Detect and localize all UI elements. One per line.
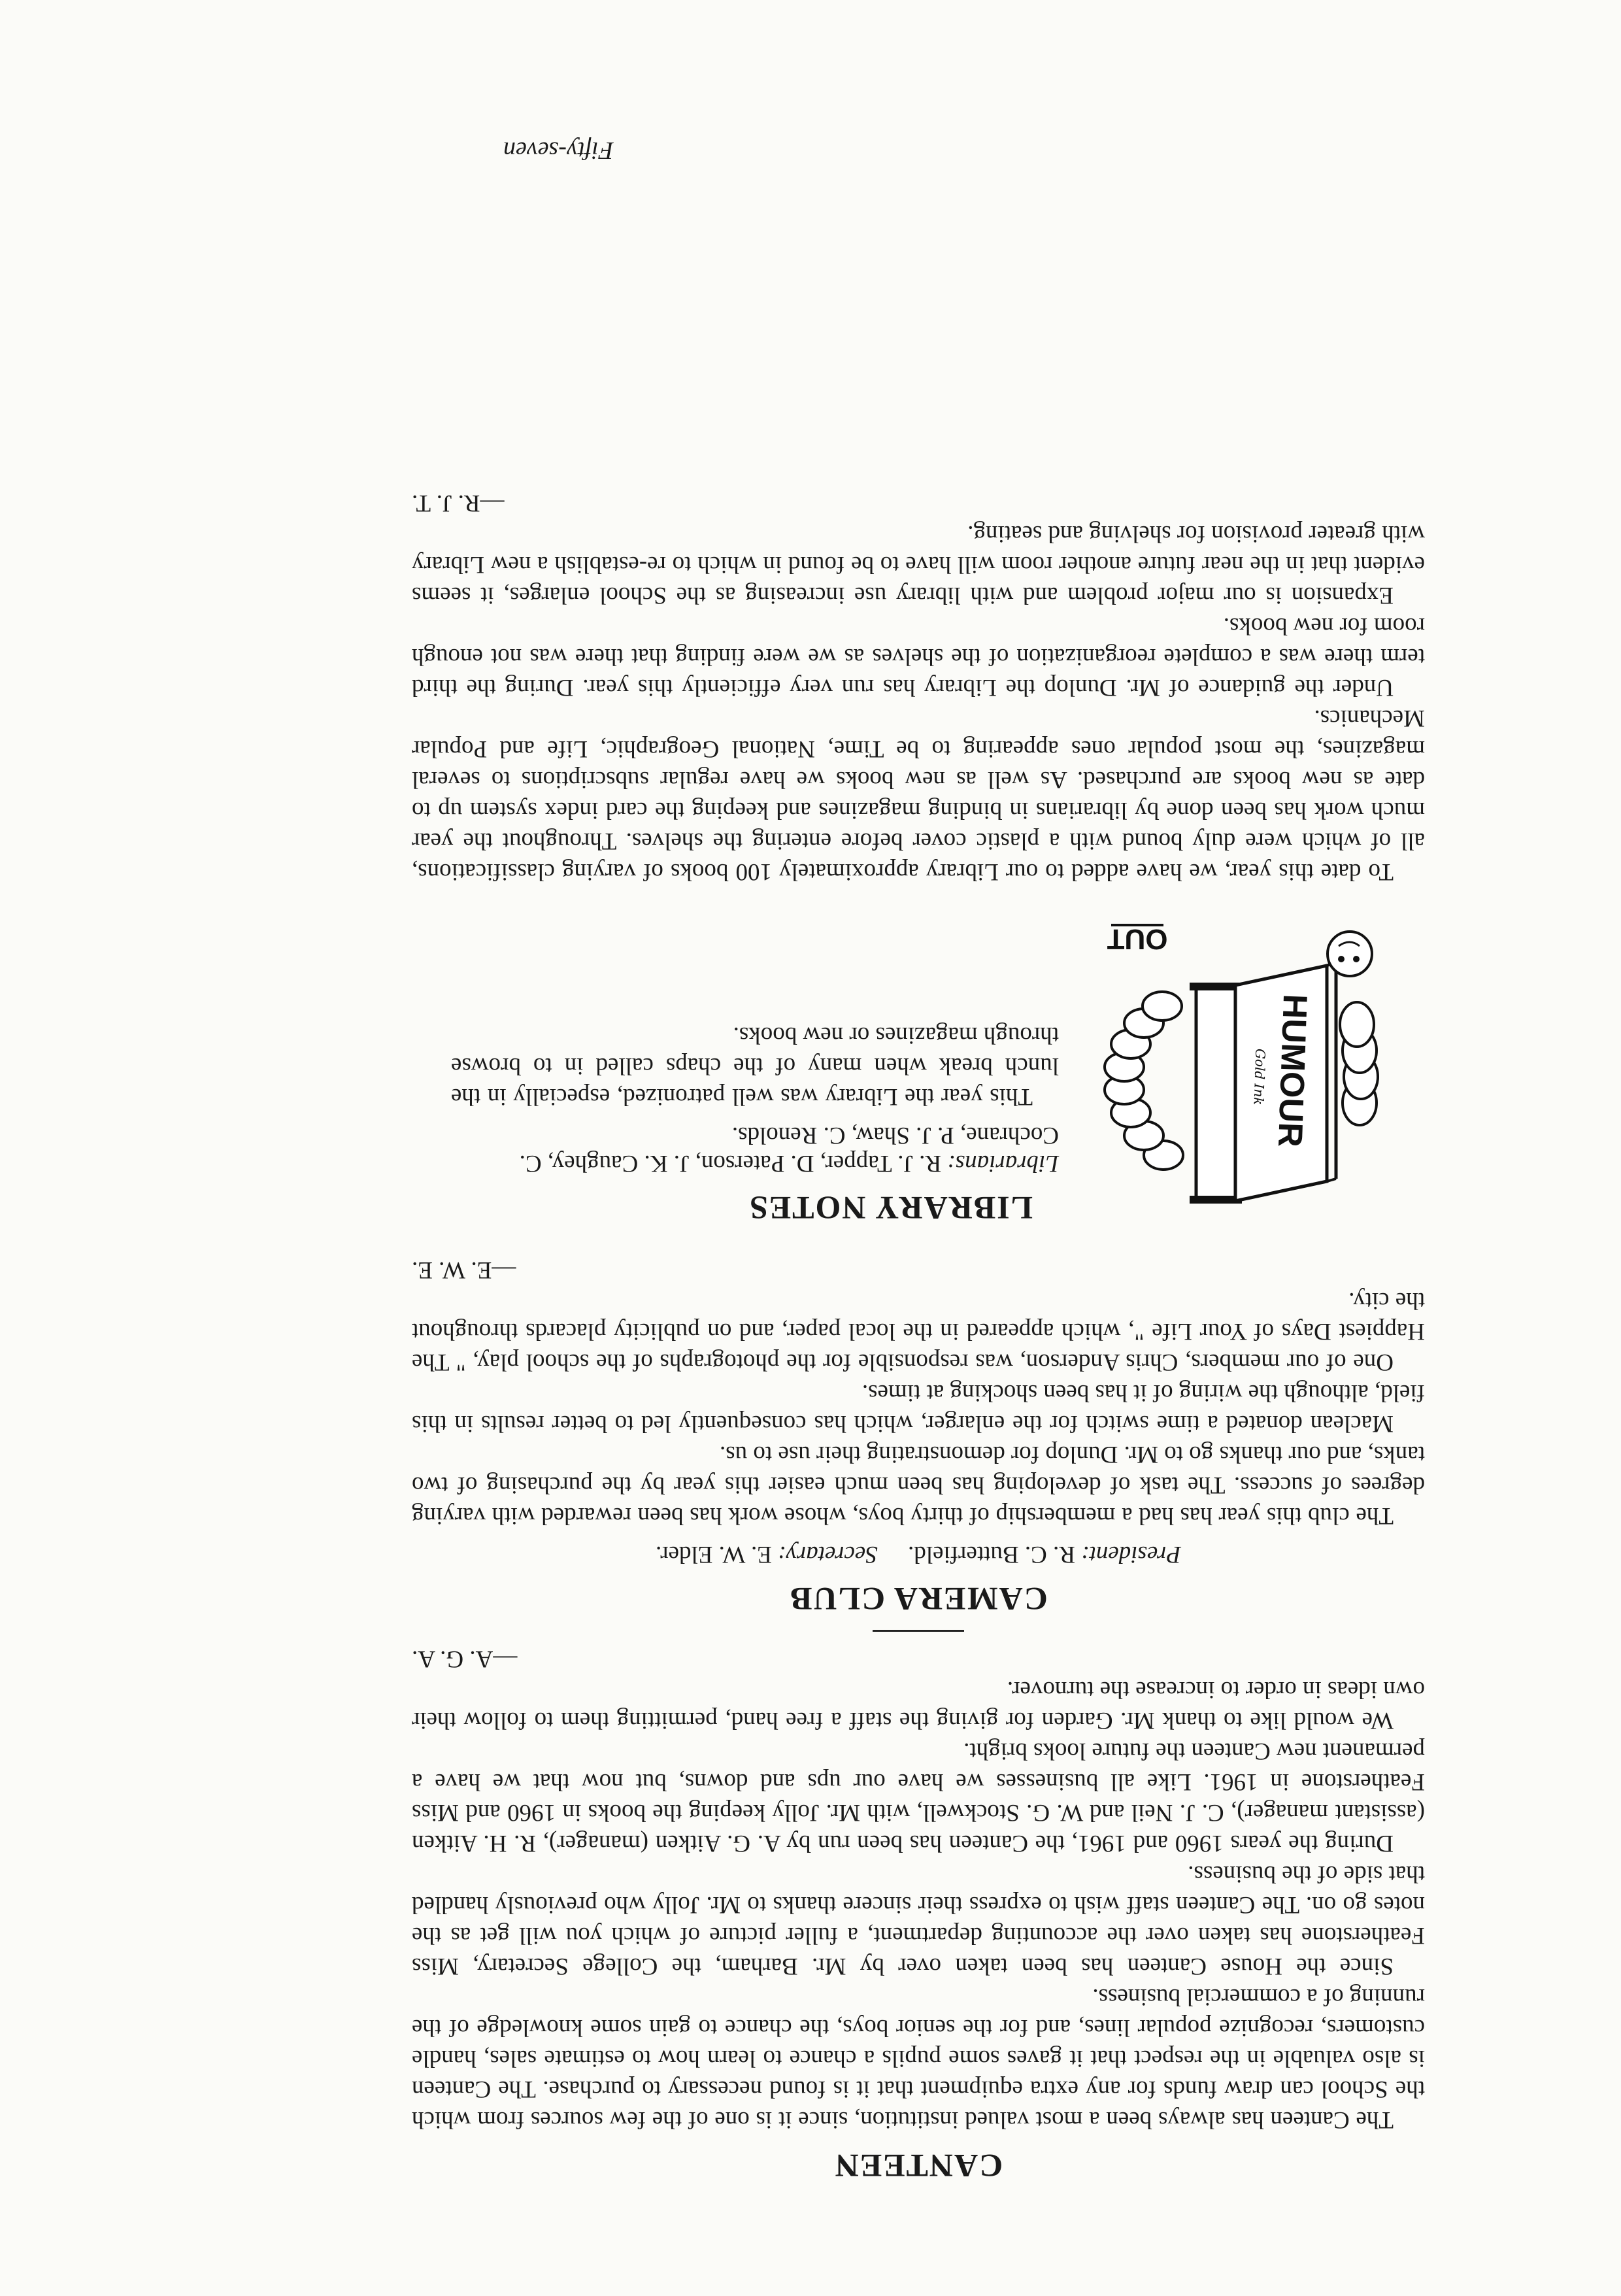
camera-club-paragraph: The club this year has had a membership of thirty boys, whose work has been rewarded with varying degrees of success. The task of developing has been much easier this year by the purchasing of two tanks, and our thanks go to Mr. Dunlop for demonstrating their use to us. [412,1441,1425,1529]
canteen-paragraph: The Canteen has always been a most valued institution, since it is one of the few sources from which the School can draw funds for any extra equipment that it is found necessary to purchase. The Canteen is also valuable in the respect that it gaves some pupils a chance to learn how to estimate sales, handle customers, recognize popular lines, and for the senior boys, the chance to gain some knowledge of the running of a commercial business. [412,1984,1425,2133]
library-signature: —R. J. T. [412,490,505,516]
page-number: Fifty-seven [503,137,614,164]
book-title: HUMOUR [1270,993,1314,1148]
camera-club-section [412,1255,1425,1618]
secretary-name: E. W. Elder. [656,1541,772,1568]
president-label: President: [1081,1541,1181,1568]
librarians-list [451,1121,1059,1177]
library-heading: LIBRARY NOTES [748,1190,1033,1226]
section-divider [873,1630,964,1632]
canteen-paragraph: During the years 1960 and 1961, the Canteen has been run by A. G. Aitken (manager), R. H. Aitken (assistant manager), C. J. Neil and W. G. Stockwell, with Mr. Jolly keeping the books in 1960 and Miss Featherstone in 1961. Like all businesses we have our ups and downs, but now that we have a permanent new Canteen the future looks bright. [412,1738,1425,1857]
canteen-signature: —A. G. A. [412,1646,518,1672]
camera-club-paragraph: One of our members, Chris Anderson, was responsible for the photographs of the school play, " The Happiest Days of Your Life ", which appeared in the local paper, and on publicity placards throughout the city. [412,1287,1425,1376]
library-paragraph: To date this year, we have added to our Library approximately 100 books of varying classifications, all of which were duly bound with a plastic cover before entering the shelves. Throughout the year much work has been done by librarians in binding magazines and keeping the card index system up to date as new books are purchased. As well as new books we have regular subscriptions to several magazines, the most popular ones appearing to be Time, National Geographic, Life and Popular Mechanics. [412,705,1425,885]
library-section [412,488,1425,1227]
library-paragraph: Under the guidance of Mr. Dunlop the Library has run very efficiently this year. During the third term there was a complete reorganization of the shelves as we were finding that there was not enough room for new books. [412,613,1425,701]
canteen-paragraph: Since the House Canteen has been taken over by Mr. Barham, the College Secretary, Miss Featherstone has taken over the accounting department, a fuller picture of which you will get as the notes go on. The Canteen staff wish to express their sincere thanks to Mr. Jolly who previously handled that side of the business. [412,1861,1425,1980]
canteen-heading: CANTEEN [833,2148,1003,2184]
library-paragraph: This year the Library was well patronized, especially in the lunch break when many of the chaps called in to browse through magazines or new books. [451,1022,1059,1110]
library-intro [412,887,1425,1227]
bookworm-cartoon [1085,920,1399,1227]
president-name: R. C. Butterfield. [908,1541,1075,1568]
article-column [412,476,1425,2185]
book-subtitle: Gold Ink [1250,1048,1269,1106]
camera-club-officers [412,1540,1425,1568]
canteen-paragraph: We would like to thank Mr. Garden for giving the staff a free hand, permitting them to follow their own ideas in order to increase the turnover. [412,1676,1425,1734]
book-spine [1196,985,1235,1201]
library-intro-text [451,1020,1059,1227]
bookworm-head [1328,932,1372,976]
camera-club-signature: —E. W. E. [412,1257,516,1283]
library-paragraph: Expansion is our major problem and with library use increasing as the School enlarges, it seems evident that in the near future another room will have to be found in which to re-establish a new Library with greater provision for shelving and seating. [412,520,1425,609]
camera-club-heading: CAMERA CLUB [789,1581,1048,1617]
camera-club-paragraph: Maclean donated a time switch for the enlarger, which has consequently led to better results in this field, although the wiring of it has been shocking at times. [412,1379,1425,1437]
librarians-names: R. J. Tapper, D. Paterson, J. K. Caughey, C. Cochrane, P. J. Shaw, C. Renolds. [519,1122,1059,1177]
secretary-label: Secretary: [778,1541,878,1568]
out-sign: OUT [1107,923,1168,955]
librarians-label: Librarians: [947,1150,1059,1177]
canteen-section [412,1644,1425,2185]
